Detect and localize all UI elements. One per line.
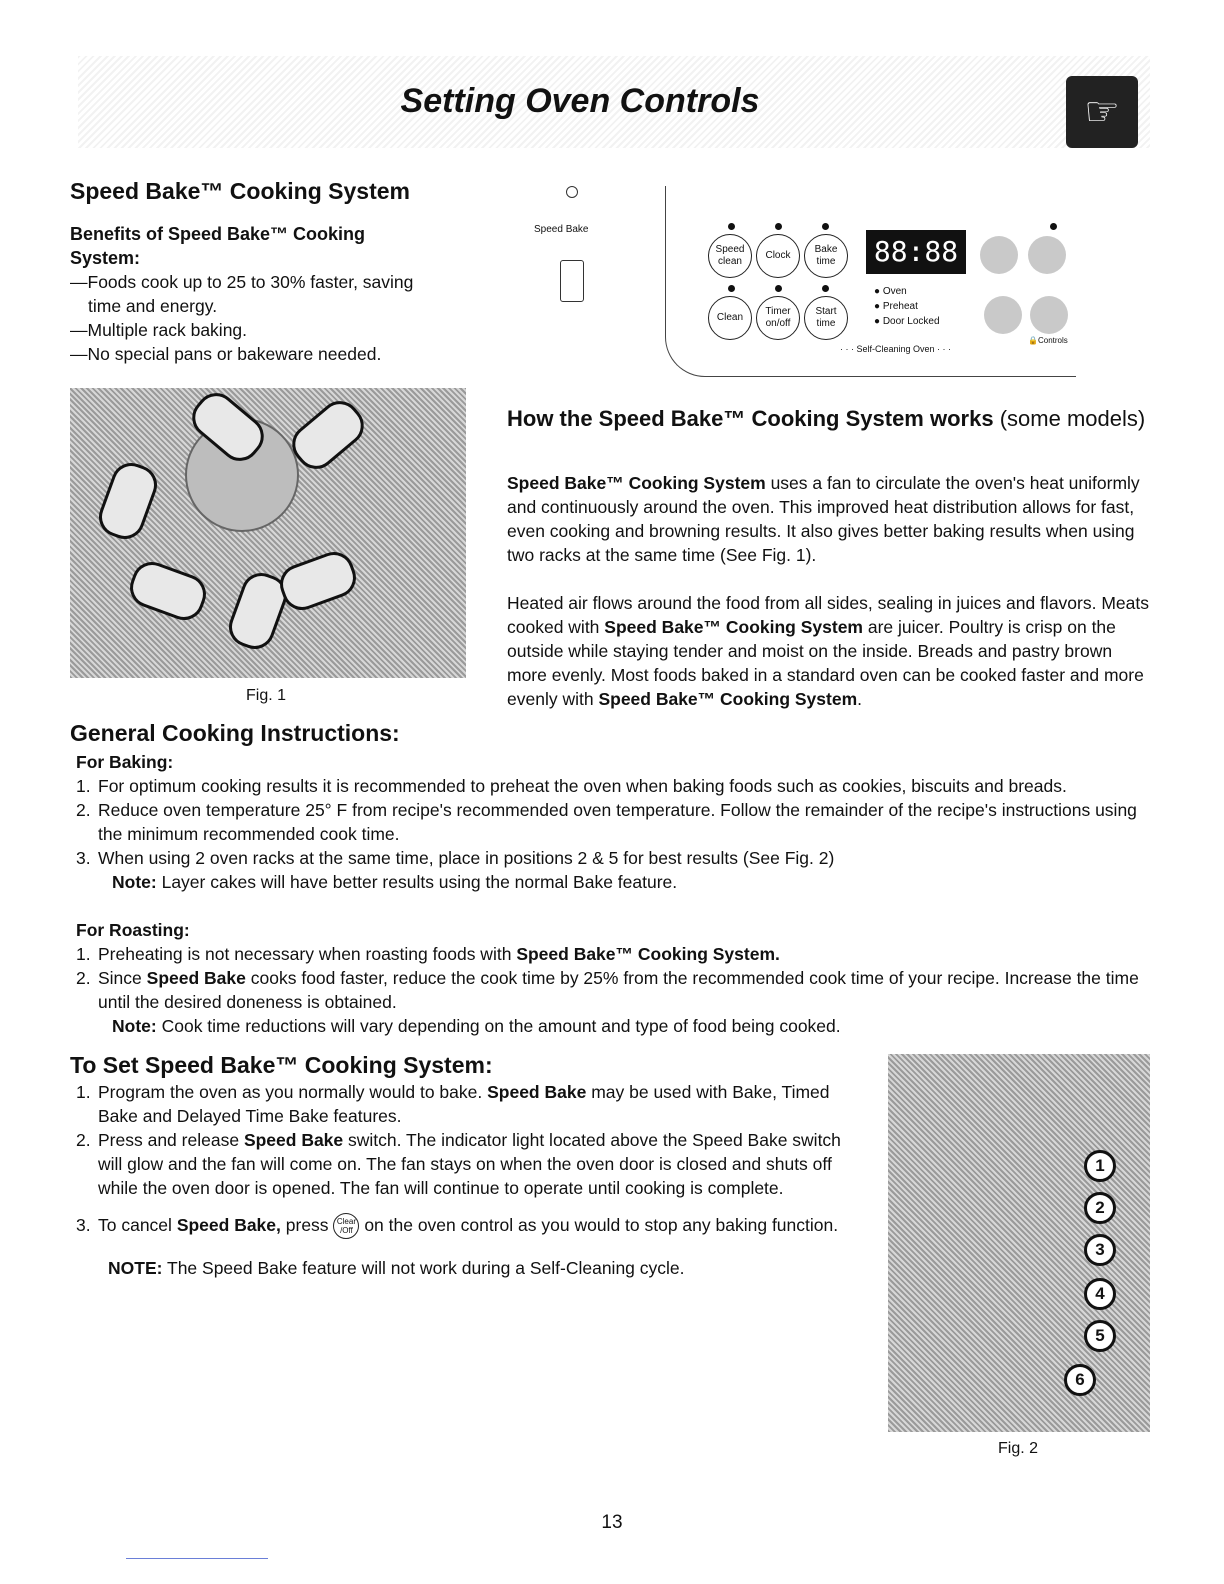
speed-bake-heading: Speed Bake™ Cooking System (70, 178, 410, 204)
lock-icon: 🔒 (1028, 336, 1038, 345)
rack-position-5: 5 (1084, 1320, 1116, 1352)
how-works-paragraph: Speed Bake™ Cooking System uses a fan to circulate the oven's heat uniformly and continuously around the oven. This improved heat distribution allows for fast, even cooking and browning results. It also gives better baking results when using two racks at the same time (See Fig. 1). (507, 473, 1140, 565)
indicator-dot (822, 285, 829, 292)
controls-lock-label: 🔒Controls (1028, 336, 1068, 345)
page-title: Setting Oven Controls (400, 82, 760, 120)
benefits-block (70, 222, 430, 366)
control-panel-illustration (510, 178, 1080, 383)
up-arrow-button[interactable] (980, 236, 1018, 274)
clock-button[interactable]: Clock (756, 234, 800, 278)
list-item: 1. Preheating is not necessary when roasting foods with Speed Bake™ Cooking System. (76, 944, 780, 964)
rack-position-4: 4 (1084, 1278, 1116, 1310)
fig2-oven-racks-photo (888, 1054, 1150, 1432)
self-cleaning-label: · · · Self-Cleaning Oven · · · (840, 344, 952, 354)
rack-position-1: 1 (1084, 1150, 1116, 1182)
airflow-arrow-icon (274, 546, 361, 615)
how-works-heading: How the Speed Bake™ Cooking System works (some models) (507, 406, 1146, 431)
preheat-indicator: ● Preheat (874, 301, 918, 312)
fig1-oven-photo (70, 388, 466, 678)
clock-display: 88:88 (866, 230, 966, 274)
indicator-dot (775, 285, 782, 292)
speed-bake-label: Speed Bake (534, 224, 589, 235)
fig1-caption: Fig. 1 (246, 687, 287, 704)
fig2-caption: Fig. 2 (998, 1440, 1039, 1457)
rack-position-3: 3 (1084, 1234, 1116, 1266)
timer-button[interactable]: Timer on/off (756, 296, 800, 340)
benefits-title: Benefits of Speed Bake™ Cooking System: (70, 224, 366, 268)
general-heading: General Cooking Instructions: (70, 720, 400, 746)
speed-clean-button[interactable]: Speed clean (708, 234, 752, 278)
benefit-item: —Foods cook up to 25 to 30% faster, saving time and energy. (70, 272, 414, 316)
list-item: 3. To cancel Speed Bake, press Clear /Off on the oven control as you would to stop any baking function. (56, 1208, 842, 1242)
airflow-arrow-icon (124, 556, 211, 625)
general-instructions (56, 750, 1166, 1038)
oven-hand-icon: ☞ (1066, 76, 1138, 148)
to-set-steps (56, 1080, 842, 1280)
speed-bake-switch[interactable] (560, 260, 584, 302)
indicator-dot (728, 223, 735, 230)
page-number: 13 (601, 1512, 623, 1533)
baking-title: For Baking: (76, 752, 174, 772)
start-time-button[interactable]: Start time (804, 296, 848, 340)
to-set-note: NOTE: The Speed Bake feature will not work during a Self-Cleaning cycle. (108, 1258, 685, 1278)
down-arrow-button[interactable] (984, 296, 1022, 334)
to-set-heading: To Set Speed Bake™ Cooking System: (70, 1052, 493, 1078)
rack-position-6: 6 (1064, 1364, 1096, 1396)
indicator-dot (775, 223, 782, 230)
bake-time-button[interactable]: Bake time (804, 234, 848, 278)
clear-off-icon: Clear /Off (333, 1213, 359, 1239)
list-item: 2. Reduce oven temperature 25° F from recipe's recommended oven temperature. Follow the remainder of the recipe's instructions using the minimum recommended cook time. (76, 800, 1137, 844)
rack-position-2: 2 (1084, 1192, 1116, 1224)
airflow-arrow-icon (93, 457, 162, 544)
footer-rule (126, 1558, 268, 1559)
roasting-note: Note: Cook time reductions will vary depending on the amount and type of food being cooked. (112, 1016, 841, 1036)
status-indicators (874, 284, 940, 329)
indicator-dot (1050, 223, 1057, 230)
clear-off-button[interactable] (1030, 296, 1068, 334)
list-item: 3. When using 2 oven racks at the same time, place in positions 2 & 5 for best results (See Fig. 2) (76, 848, 835, 868)
indicator-light (566, 186, 578, 198)
list-item: 1. Program the oven as you normally would to bake. Speed Bake may be used with Bake, Timed Bake and Delayed Time Bake features. (76, 1082, 830, 1126)
list-item: 2. Since Speed Bake cooks food faster, reduce the cook time by 25% from the recommended cook time of your recipe. Increase the time until the desired doneness is obtained. (76, 968, 1139, 1012)
oven-indicator: ● Oven (874, 286, 907, 297)
how-works-text (507, 471, 1153, 711)
clean-button[interactable]: Clean (708, 296, 752, 340)
list-item: 1. For optimum cooking results it is recommended to preheat the oven when baking foods such as cookies, biscuits and breads. (76, 776, 1067, 796)
door-locked-indicator: ● Door Locked (874, 316, 940, 327)
bake-button[interactable] (1028, 236, 1066, 274)
roasting-title: For Roasting: (76, 920, 190, 940)
benefit-item: —No special pans or bakeware needed. (70, 344, 382, 364)
indicator-dot (728, 285, 735, 292)
how-works-paragraph: Heated air flows around the food from all sides, sealing in juices and flavors. Meats cooked with Speed Bake™ Cooking System are juicer. Poultry is crisp on the outside while staying tender and moist on the inside. Breads and pastry brown more evenly. Most foods baked in a standard oven can be cooked faster and more evenly with Speed Bake™ Cooking System. (507, 593, 1149, 709)
baking-note: Note: Layer cakes will have better results using the normal Bake feature. (112, 872, 678, 892)
benefit-item: —Multiple rack baking. (70, 320, 248, 340)
list-item: 2. Press and release Speed Bake switch. The indicator light located above the Speed Bake switch will glow and the fan will come on. The fan stays on when the oven door is closed and shuts off while the oven door is opened. The fan will continue to operate until cooking is complete. (76, 1130, 841, 1198)
indicator-dot (822, 223, 829, 230)
